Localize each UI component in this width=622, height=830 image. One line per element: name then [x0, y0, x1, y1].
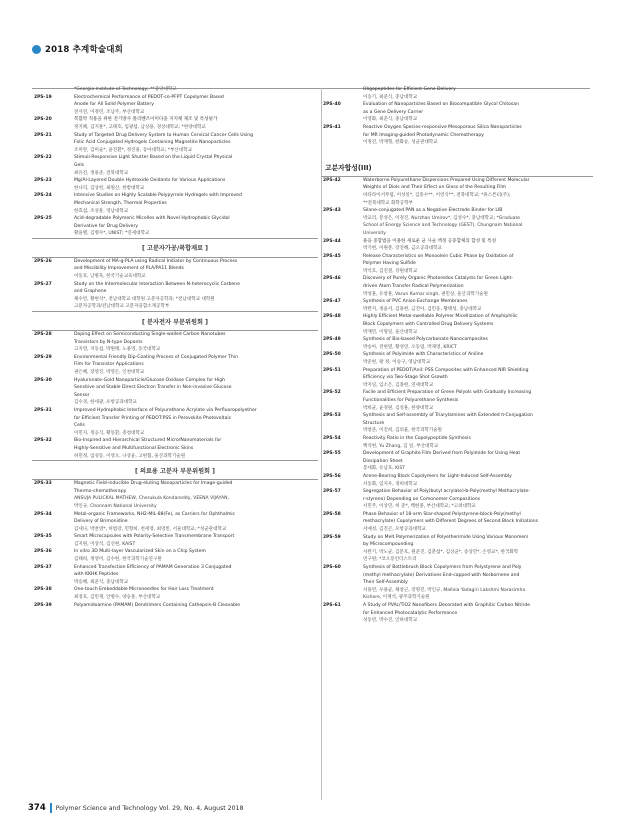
- entry-code: [32, 86, 74, 94]
- program-entry: [321, 238, 593, 253]
- entry-code: [321, 86, 363, 101]
- section-heading: [ 분자전자 부문위원회 ]: [142, 318, 208, 326]
- entry-body: [363, 367, 593, 390]
- entry-authors: School of Energy Science and Technology (GEST), Chungnam National: [363, 223, 523, 229]
- program-entry: [321, 511, 593, 534]
- entry-title-line: Highly Efficient Metal-swellable Polymer Micellization of Amphiphilic: [363, 314, 518, 320]
- entry-code: 2PS-40: [323, 102, 341, 108]
- entry-authors: 최유진, 정용준, 전북대학교: [74, 170, 129, 176]
- program-entry: [32, 177, 318, 192]
- entry-title-line: 복합막 적용을 위한 전기방사 폴리벤즈이미다졸 지지체 제조 및 특성평가: [74, 117, 218, 123]
- entry-body: [74, 192, 318, 215]
- program-entry: [321, 367, 593, 390]
- entry-authors: 성동빈, 박수진, 인하대학교: [363, 618, 418, 624]
- entry-authors: 박완지, 정윤서, 김용현, 금진아, 김민웅, 황택성, 충남대학교: [363, 306, 482, 312]
- entry-body: [74, 377, 318, 407]
- entry-title-line: Their Self-Assembly: [363, 580, 408, 586]
- entry-code: 2PS-53: [323, 413, 341, 419]
- entry-title-line: A Study of PVAc/TiO2 Nanofibers Decorated with Graphitic Carbon Nitride: [363, 603, 531, 608]
- page-header: [32, 42, 123, 56]
- entry-authors: 백석현, Yu Zhang, 김 일, 부산대학교: [363, 443, 439, 449]
- entry-title-line: Delivery of Brimonidine: [74, 519, 128, 525]
- conference-title: 2018 추계학술대회: [45, 45, 124, 55]
- program-entry: [321, 473, 593, 488]
- entry-body: [363, 534, 593, 564]
- entry-title-line: Electrochemical Performance of PEDOT-co-PFPT Copolymer Based: [74, 94, 224, 100]
- page-footer: [28, 802, 243, 814]
- entry-code: 2PS-43: [323, 208, 341, 214]
- entry-code: 2PS-36: [34, 549, 52, 555]
- entry-title-line: r-styrene) Depending on Comonomer Compositions: [363, 496, 480, 502]
- program-entry: [32, 548, 318, 563]
- entry-authors: 고지영, 지동섭, 박원태, 노용영, 동국대학교: [74, 347, 161, 353]
- entry-body: [363, 473, 593, 488]
- program-entry: [321, 389, 593, 412]
- entry-code: 2PS-42: [323, 177, 341, 183]
- entry-body: [74, 132, 318, 155]
- program-entry: [321, 488, 593, 511]
- entry-title-line: Mechanical Strength, Thermal Properties: [74, 200, 167, 206]
- entry-authors: 박승혜, 최준식, 충남대학교: [74, 579, 129, 585]
- entry-authors: 조미란, 김미술*, 윤진환*, 정진용, 동아대학교; *부산대학교: [74, 147, 192, 153]
- entry-body: [363, 238, 593, 253]
- bullet-icon: [32, 45, 41, 54]
- program-entry: [32, 377, 318, 407]
- entry-code: 2PS-21: [34, 132, 52, 138]
- entry-authors: *Georgia Institute of Technology; **중앙대학교: [74, 87, 177, 92]
- page-number: 374: [28, 803, 46, 813]
- entry-authors: 박창준, 이진희, 김의율, 한국과학기술원: [363, 428, 442, 434]
- program-entry: [321, 336, 593, 351]
- entry-body: [74, 281, 318, 311]
- entry-code: 2PS-58: [323, 511, 341, 517]
- entry-code: 2PS-47: [323, 299, 341, 305]
- program-entry: [321, 313, 593, 336]
- entry-body: [74, 586, 318, 601]
- right-column: [321, 86, 593, 625]
- entry-body: [74, 548, 318, 563]
- entry-title-line: Synthesis of PVC Anion Exchange Membranes: [363, 299, 468, 305]
- entry-title-line: Film for Transistor Applications: [74, 362, 144, 368]
- footer-bar: [50, 803, 52, 813]
- program-entry: [32, 511, 318, 534]
- entry-title-line: Facile and Efficient Preparation of Green Polyols with Gradually Increasing: [363, 390, 532, 396]
- program-entry: [32, 258, 318, 281]
- entry-title-line: (methyl methacrylate) Derivatives End-capped with Norbornene and: [363, 572, 520, 578]
- entry-body: [74, 258, 318, 281]
- program-entry: [321, 435, 593, 450]
- entry-title-line: Metal-organic Frameworks, NH2-MIL-88(Fe), as Carriers for Ophthalmic: [74, 511, 236, 517]
- entry-authors: 박재민, 이형일, 울산대학교: [363, 329, 418, 335]
- entry-body: [74, 215, 318, 238]
- left-column: [32, 86, 318, 609]
- entry-authors: 박승아, 전현열, 황성연, 오동엽, 박제영, KRICT: [363, 344, 457, 350]
- entry-authors: 박인규, Chonnam National University: [74, 503, 157, 509]
- entry-body: [363, 412, 593, 435]
- program-entry: [321, 351, 593, 366]
- entry-code: 2PS-50: [323, 352, 341, 358]
- entry-title-line: Environmental Friendly Dip-Coating Process of Conjugated Polymer Thin: [74, 354, 238, 360]
- program-entry: [32, 154, 318, 177]
- entry-body: [74, 177, 318, 192]
- entry-authors: 이승기, 최준식, 충남대학교: [363, 94, 418, 100]
- program-entry: [321, 124, 593, 147]
- program-entry: [321, 450, 593, 473]
- entry-code: 2PS-38: [34, 587, 52, 593]
- entry-body: [74, 354, 318, 377]
- entry-title-line: Reactive Oxygen Species-responsive Mesoporous Silica Nanoparticles: [363, 124, 522, 130]
- entry-title-line: Synthesis of Bottlebrush Block Copolymers from Polystyrene and Poly: [363, 565, 522, 571]
- entry-title-line: Evaluation of Nanoparticles Based on Biocompatible Glycol Chitosan: [363, 102, 519, 108]
- entry-title-line: Bio-Inspired and Hierarchical Structured Micro/Nanomaterials for: [74, 438, 222, 444]
- entry-authors: **전북대학교 화학공학부: [363, 200, 413, 206]
- entry-code: 2PS-37: [34, 564, 52, 570]
- entry-authors: 한나리, 김상헌, 최원산, 한밭대학교: [74, 185, 145, 191]
- entry-body: [363, 511, 593, 534]
- entry-title-line: Dissipation Sheet: [363, 458, 403, 464]
- entry-title-line: Acene-Bearing Block Copolymers for Light-Induced Self-Assembly: [363, 473, 512, 479]
- program-entry: [32, 437, 318, 460]
- entry-code: 2PS-33: [34, 481, 52, 487]
- program-entry: [321, 253, 593, 276]
- entry-authors: 황윤별, 김병수*, UNIST; *연세대학교: [74, 231, 150, 237]
- entry-title-line: Stimuli-Responsive Light Shutter Based on the Liquid Crystal Physical: [74, 155, 233, 161]
- entry-code: 2PS-56: [323, 473, 341, 479]
- entry-authors: 하민정, 임성동, 이영오, 나상윤, 고현협, 울산과학기술원: [74, 453, 186, 459]
- entry-body: [363, 124, 593, 147]
- program-entry: [321, 86, 593, 101]
- entry-title-line: Synthesis of Polyimide with Characteristics of Aniline: [363, 352, 484, 358]
- entry-title-line: Preparation of PEDOT/Anil: PSS Composites with Enhanced NIR Shielding: [363, 367, 529, 373]
- entry-code: 2PS-31: [34, 407, 52, 413]
- entry-body: [363, 351, 593, 366]
- entry-body: [363, 450, 593, 473]
- entry-authors: 바타라이서무럽, 이성일*, 김흥수**, 이연식**, 전북대학교; *휴스튼터(주);: [363, 192, 511, 198]
- entry-body: [363, 336, 593, 351]
- entry-title-line: Discovery of Purely Organic Photoredox Catalysts for Green Light-: [363, 276, 513, 282]
- entry-authors: 박교리, 문성은, 이경진, Nurzhan Umirov*, 김성수*, 충남대학교; *Graduate: [363, 215, 521, 221]
- entry-title-line: with KKHK Peptides: [74, 572, 119, 578]
- entry-code: 2PS-52: [323, 390, 341, 396]
- entry-code: 2PS-24: [34, 193, 52, 199]
- entry-code: 2PS-41: [323, 124, 341, 130]
- entry-body: [74, 480, 318, 510]
- entry-title-line: and Graphene: [74, 289, 107, 295]
- entry-title-line: by Microcompounding: [363, 542, 414, 548]
- section-heading: [ 고분자가공/복합재료 ]: [141, 245, 209, 253]
- entry-title-line: Waterborne Polyurethane Dispersions Prepared Using Different Molecular: [363, 177, 530, 183]
- entry-body: [363, 488, 593, 511]
- entry-code: 2PS-46: [323, 276, 341, 282]
- entry-authors: 최경호, 김민재, 안병수, 양승훈, 부산대학교: [74, 595, 161, 601]
- entry-code: 2PS-26: [34, 258, 52, 264]
- entry-title-line: Derivative for Drug Delivery: [74, 223, 139, 229]
- entry-body: [363, 101, 593, 124]
- entry-title-line: Development of MA-g-PLA using Radical Initiator by Continuous Process: [74, 258, 238, 264]
- entry-title-line: Polymer Having Sulfide: [363, 261, 416, 267]
- entry-title-line: In vitro 3D Multi-layer Vascularized Skin on a Chip System: [74, 549, 206, 555]
- section: [321, 86, 593, 147]
- section: [32, 86, 318, 238]
- entry-body: [363, 253, 593, 276]
- entry-authors: 박기현, 이원춘, 장진해, 금오공과대학교: [363, 246, 442, 252]
- program-entry: [32, 407, 318, 437]
- entry-title-line: Improved Hydrophobic Interface of Polyurethane Acrylate via Perfluoropolyether: [74, 407, 257, 413]
- section: [32, 238, 318, 311]
- entry-title-line: Block Copolymers with Controlled Drug Delivery Systems: [363, 322, 494, 328]
- entry-authors: 채수빈, 황현석*, 전남대학교 대학원 고분자공학과; *전남대학교 대학원: [74, 296, 215, 302]
- entry-code: 2PS-25: [34, 216, 52, 222]
- entry-body: [363, 564, 593, 602]
- program-entry: [32, 354, 318, 377]
- entry-title-line: Synthesis of Bio-based Polycarbonate Nanocomposites: [363, 337, 488, 343]
- program-entry: [32, 533, 318, 548]
- program-entry: [32, 86, 318, 94]
- section-heading: [ 의료용 고분자 부문위원회 ]: [134, 467, 216, 475]
- entry-body: [74, 154, 318, 177]
- entry-body: [363, 602, 593, 625]
- entry-title-line: Reactivity Ratio in the Copolypeptide Synthesis: [363, 435, 471, 441]
- entry-body: [363, 389, 593, 412]
- entry-body: [363, 435, 593, 450]
- section: [32, 460, 318, 609]
- entry-title-line: Sensitive and Stable Direct Electron Transfer in Non-invasive Glucose: [74, 385, 232, 391]
- entry-code: 2PS-61: [323, 603, 341, 608]
- entry-body: [74, 564, 318, 587]
- section: [32, 311, 318, 460]
- program-entry: [32, 586, 318, 601]
- entry-title-line: Doping Effect on Semiconducting Single-walled Carbon Nanotubes: [74, 332, 226, 338]
- entry-code: 2PS-59: [323, 534, 341, 540]
- entry-code: 2PS-60: [323, 565, 341, 571]
- entry-code: 2PS-30: [34, 377, 52, 383]
- entry-title-line: Intensive Studies on Highly Scalable Polypyrrole Hydrogels with Improved: [74, 193, 242, 199]
- entry-code: 2PS-23: [34, 178, 52, 184]
- entry-title-line: for Efficient Transfer Printing of PEDOT:PSS in Perovskite Photovoltaic: [74, 415, 232, 421]
- entry-code: 2PS-19: [34, 94, 52, 100]
- entry-authors: ANSUJA PULICKAL MATHEW, Cherukula Kondareddy, VEENA VIJAYAN,: [74, 496, 229, 502]
- entry-authors: 이정진, 박재형, 한화승, 성균관대학교: [363, 140, 438, 146]
- entry-body: [363, 177, 593, 207]
- program-entry: [321, 298, 593, 313]
- entry-authors: University: [363, 230, 386, 236]
- entry-title-line: Smart Microcapsules with Polarity-Selective Transmembrane Transport: [74, 534, 235, 540]
- entry-title-line: Phase Behavior of 18-arm Star-shaped Polystyrene-block-Poly(methyl: [363, 511, 521, 517]
- entry-authors: 김세나, 박찬영*, 허범강, 민향희, 천세영, 최영빈, 서울대학교; *성균관대학교: [74, 526, 227, 532]
- entry-title-line: for Enhanced Photocatalytic Performance: [363, 610, 458, 616]
- entry-authors: 연구원; *코오롱인더스트리: [363, 557, 417, 563]
- program-entry: [321, 412, 593, 435]
- entry-title-line: Anode for All Solid Polymer Battery: [74, 102, 154, 108]
- entry-code: 2PS-51: [323, 367, 341, 373]
- entry-body: [363, 313, 593, 336]
- entry-authors: 서민주, 이상민, 허 준*, 백현종, 부산대학교; *고려대학교: [363, 504, 476, 510]
- entry-authors: 박석호, 김진철, 강원대학교: [363, 268, 418, 274]
- entry-title-line: 용융 중합법을 이용한 새로운 균 사슬 액정 공중합체의 합성 및 특성: [363, 238, 497, 244]
- entry-authors: 서완기, 박노균, 김문호, 원준진, 김춘섭*, 김상균*, 송상민*, 손영교*, 한국화학: [363, 549, 519, 555]
- entry-code: 2PS-48: [323, 314, 341, 320]
- entry-authors: 정지혜, 김지훈*, 고태호, 임광섭, 남상용, 경상대학교; *한양대학교: [74, 124, 206, 130]
- entry-code: 2PS-32: [34, 438, 52, 444]
- entry-authors: 김수경, 한세광, 포항공과대학교: [74, 400, 137, 406]
- program-entry: [32, 192, 318, 215]
- journal-info: Polymer Science and Technology Vol. 29, No. 4, August 2018: [55, 804, 244, 812]
- entry-authors: 김태희, 정영미, 김수현, 한국과학기술연구원: [74, 557, 162, 563]
- entry-title-line: Transistors by N-type Dopants: [74, 339, 143, 345]
- entry-body: [74, 602, 318, 610]
- program-entry: [32, 215, 318, 238]
- entry-authors: 서예성, 김진곤, 포항공과대학교: [363, 527, 426, 533]
- entry-authors: 박성훈, 유창훈, Varun Kumar singh, 권민상, 울산과학기술원: [363, 291, 488, 297]
- entry-code: 2PS-55: [323, 451, 341, 457]
- entry-title-line: Functionalities for Polyurethane Synthesis: [363, 397, 459, 403]
- entry-code: 2PS-35: [34, 534, 52, 540]
- program-entry: [321, 177, 593, 207]
- entry-title-line: Weights of Diols and Their Effect on Gloss of the Resulting Film: [363, 185, 507, 191]
- entry-title-line: Study on Melt Polymerization of Polyetherimide Using Various Monomers: [363, 534, 529, 540]
- entry-code: 2PS-54: [323, 435, 341, 441]
- entry-title-line: methacrylate) Copolymers with Different Degrees of Second Block Initiations: [363, 519, 539, 525]
- entry-title-line: Acid-degradable Polymeric Micelles with Novel Hydrophobic Glycidol: [74, 216, 230, 222]
- entry-code: 2PS-20: [34, 117, 52, 123]
- entry-body: [74, 86, 318, 94]
- program-entry: [321, 534, 593, 564]
- entry-title-line: Thermo-chemotherapy: [74, 488, 127, 494]
- entry-title-line: as a Gene Delivery Carrier: [363, 109, 424, 115]
- entry-title-line: Folic Acid Conjugated Hydrogels Containing Magnetite Nanoparticles: [74, 140, 231, 146]
- entry-body: [74, 331, 318, 354]
- section-heading: 고분자합성(III): [321, 159, 593, 177]
- entry-code: 2PS-34: [34, 511, 52, 517]
- entry-title-line: Oligopeptides for Efficient Gene Delivery: [363, 87, 456, 92]
- entry-authors: 봉세화, 유남호, KIST: [363, 466, 406, 472]
- entry-title-line: Gels: [74, 162, 84, 168]
- entry-authors: 서동화, 임지우, 경희대학교: [363, 481, 418, 487]
- program-entry: [32, 564, 318, 587]
- program-entry: [32, 116, 318, 131]
- program-entry: [32, 480, 318, 510]
- entry-title-line: driven Atom Transfer Radical Polymerization: [363, 284, 464, 290]
- entry-code: 2PS-29: [34, 354, 52, 360]
- entry-body: [74, 116, 318, 131]
- entry-authors: 이영화, 최준식, 충남대학교: [363, 117, 418, 123]
- entry-body: [363, 298, 593, 313]
- program-entry: [32, 602, 318, 610]
- entry-body: [363, 86, 593, 101]
- entry-code: 2PS-39: [34, 602, 52, 608]
- program-entry: [321, 564, 593, 602]
- entry-code: 2PS-22: [34, 155, 52, 161]
- entry-body: [363, 275, 593, 298]
- entry-body: [74, 533, 318, 548]
- program-entry: [32, 281, 318, 311]
- entry-code: 2PS-27: [34, 281, 52, 287]
- entry-authors: 한효섭, 조성훈, 영남대학교: [74, 208, 129, 214]
- entry-authors: 서용빈, 우용균, 채창근, 강명진, 박인규, Malleia Yadagiri Lakshmi Narasimha: [363, 587, 526, 593]
- program-entry: [321, 275, 593, 298]
- entry-title-line: Synthesis and Self-assembly of Triarylamines with Extended π-Conjugation: [363, 413, 533, 419]
- entry-authors: 박준현, 왕 정, 이승구, 영남대학교: [363, 360, 431, 365]
- program-entry: [321, 101, 593, 124]
- entry-title-line: Enhanced Transfection Efficiency of PAMAM Generation 3 Conjugated: [74, 564, 232, 570]
- entry-title-line: Cells: [74, 423, 85, 429]
- entry-body: [74, 94, 318, 117]
- program-entry: [321, 207, 593, 237]
- entry-title-line: and Miscibility Improvement of PLA/PA11 Blends: [74, 266, 184, 272]
- entry-title-line: Magnetic Field-inducible Drug-eluting Nanoparticles for Image-guided: [74, 481, 233, 487]
- entry-title-line: Polyamidoamine (PAMAM) Dendrimers Containing Cathepsin-B Cleavable: [74, 602, 241, 608]
- entry-title-line: Segregation Behavior of Poly(butyl acrylate)-b-Poly(methyl Methacrylate-: [363, 489, 530, 495]
- entry-code: 2PS-49: [323, 337, 341, 343]
- section: [321, 159, 593, 625]
- entry-body: [363, 207, 593, 237]
- entry-title-line: Development of Graphite Film Derived from Polyimide for Using Heat: [363, 451, 521, 457]
- entry-title-line: Study on the Intermolecular Interaction Between N-heterocyclic Carbene: [74, 281, 240, 287]
- entry-body: [74, 407, 318, 437]
- entry-title-line: Silane-conjugated PAN as a Negative Electrode Binder for LIB: [363, 208, 503, 214]
- entry-authors: 박지일, 임소은, 김종현, 연세대학교: [363, 382, 434, 388]
- entry-code: 2PS-45: [323, 253, 341, 259]
- entry-authors: Kishore, 이재석, 광주과학기술원: [363, 595, 430, 601]
- entry-title-line: Sensor: [74, 392, 90, 398]
- entry-title-line: Mg/Al-Layered Double Hydroxide Oxidants for Various Applications: [74, 178, 226, 184]
- entry-authors: 박희균, 윤경원, 김성훈, 한양대학교: [363, 405, 434, 411]
- entry-authors: 권은혜, 장영진, 박영돈, 인천대학교: [74, 370, 145, 375]
- entry-authors: 이민지, 정응식, 황동환, 충청대학교: [74, 430, 145, 436]
- entry-authors: 고분자공학과/전남대학교 고분자융합소재공학부: [74, 304, 170, 310]
- entry-title-line: Efficiency via Two-Stage Shot Growth: [363, 375, 448, 381]
- program-entry: [32, 331, 318, 354]
- entry-title-line: for MR Imaging-guided Photodynamic Chemotherapy: [363, 132, 484, 138]
- entry-authors: 이동호, 남병욱, 한국기술교육대학교: [74, 274, 146, 280]
- entry-code: 2PS-44: [323, 238, 341, 244]
- entry-authors: 전서연, 이정민, 조남주, 부산대학교: [74, 109, 145, 115]
- program-entry: [32, 94, 318, 117]
- entry-title-line: Study of Targeted Drug Delivery System to Human Cervical Cancer Cells Using: [74, 132, 254, 138]
- entry-title-line: Hyaluronate-Gold Nanoparticle/Glucose Oxidase Complex for High: [74, 377, 225, 383]
- entry-title-line: One-touch Embeddable Microneedles for Hair Loss Treatment: [74, 587, 214, 593]
- entry-title-line: Highly-Sensitive and Multifunctional Electronic Skins: [74, 445, 194, 451]
- entry-title-line: Release Characteristics on Monoolein Cubic Phase by Oxidation of: [363, 253, 514, 259]
- entry-body: [74, 511, 318, 534]
- entry-body: [74, 437, 318, 460]
- entry-code: 2PS-28: [34, 332, 52, 338]
- program-entry: [32, 132, 318, 155]
- entry-title-line: Structure: [363, 420, 385, 426]
- entry-authors: 김지원, 이상석, 김신현, KAIST: [74, 541, 136, 547]
- entry-code: 2PS-57: [323, 489, 341, 495]
- program-entry: [321, 602, 593, 625]
